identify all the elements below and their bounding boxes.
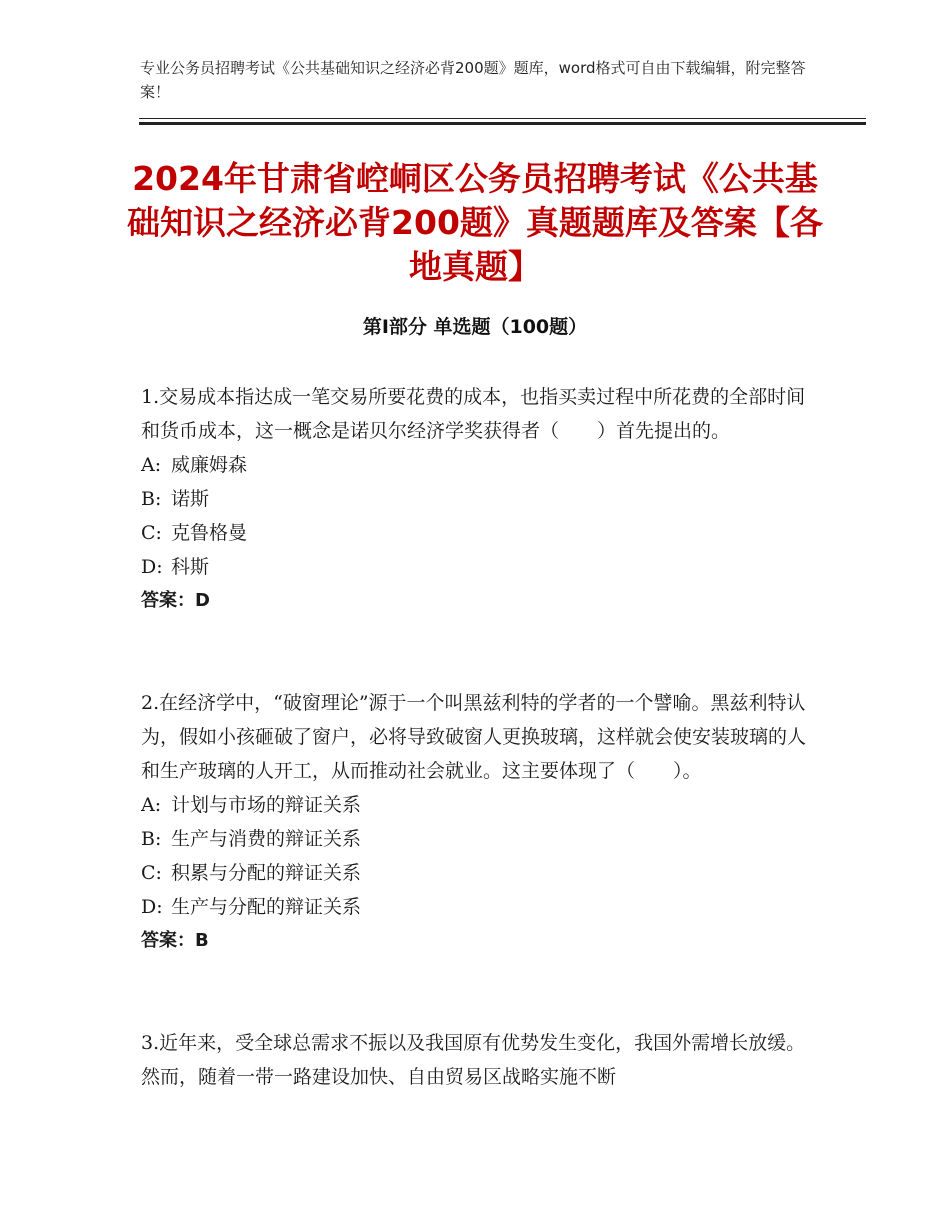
option-c <box>141 516 821 550</box>
option-c <box>141 856 821 890</box>
option-letter: D: <box>141 556 163 578</box>
option-text: 积累与分配的辩证关系 <box>171 862 362 884</box>
option-d <box>141 890 821 924</box>
header-divider-thin <box>139 118 866 119</box>
answer-label: 答案：D <box>141 590 210 611</box>
option-b <box>141 822 821 856</box>
option-text: 诺斯 <box>171 488 210 510</box>
document-title: 2024年甘肃省崆峒区公务员招聘考试《公共基础知识之经济必背200题》真题题库及答案【各地真题】 <box>127 159 823 286</box>
option-letter: B: <box>141 828 162 850</box>
question-3 <box>141 1026 821 1094</box>
option-text: 生产与分配的辩证关系 <box>171 896 362 918</box>
option-letter: C: <box>141 862 162 884</box>
option-text: 科斯 <box>171 556 210 578</box>
option-letter: B: <box>141 488 162 510</box>
option-text: 威廉姆森 <box>171 454 248 476</box>
option-d <box>141 550 821 584</box>
question-stem: 3.近年来，受全球总需求不振以及我国原有优势发生变化，我国外需增长放缓。然而，随着一带一路建设加快、自由贸易区战略实施不断 <box>141 1032 806 1088</box>
option-text: 生产与消费的辩证关系 <box>171 828 362 850</box>
option-text: 克鲁格曼 <box>171 522 248 544</box>
option-letter: A: <box>141 454 162 476</box>
option-text: 计划与市场的辩证关系 <box>171 794 362 816</box>
option-letter: C: <box>141 522 162 544</box>
section-heading: 第I部分 单选题（100题） <box>362 316 588 338</box>
option-letter: A: <box>141 794 162 816</box>
header-divider-thick <box>139 122 866 125</box>
question-1 <box>141 380 821 618</box>
header-note: 专业公务员招聘考试《公共基础知识之经济必背200题》题库，word格式可自由下载编辑，附完整答案！ <box>140 59 806 101</box>
question-2 <box>141 686 821 958</box>
option-a <box>141 448 821 482</box>
answer-label: 答案：B <box>141 930 209 951</box>
question-stem: 2.在经济学中，“破窗理论”源于一个叫黑兹利特的学者的一个譬喻。黑兹利特认为，假如小孩砸破了窗户，必将导致破窗人更换玻璃，这样就会使安装玻璃的人和生产玻璃的人开工，从而推动社会就业。这主要体现了（ ）。 <box>141 692 807 782</box>
option-letter: D: <box>141 896 163 918</box>
option-b <box>141 482 821 516</box>
option-a <box>141 788 821 822</box>
question-stem: 1.交易成本指达成一笔交易所要花费的成本，也指买卖过程中所花费的全部时间和货币成本，这一概念是诺贝尔经济学奖获得者（ ）首先提出的。 <box>141 386 806 442</box>
